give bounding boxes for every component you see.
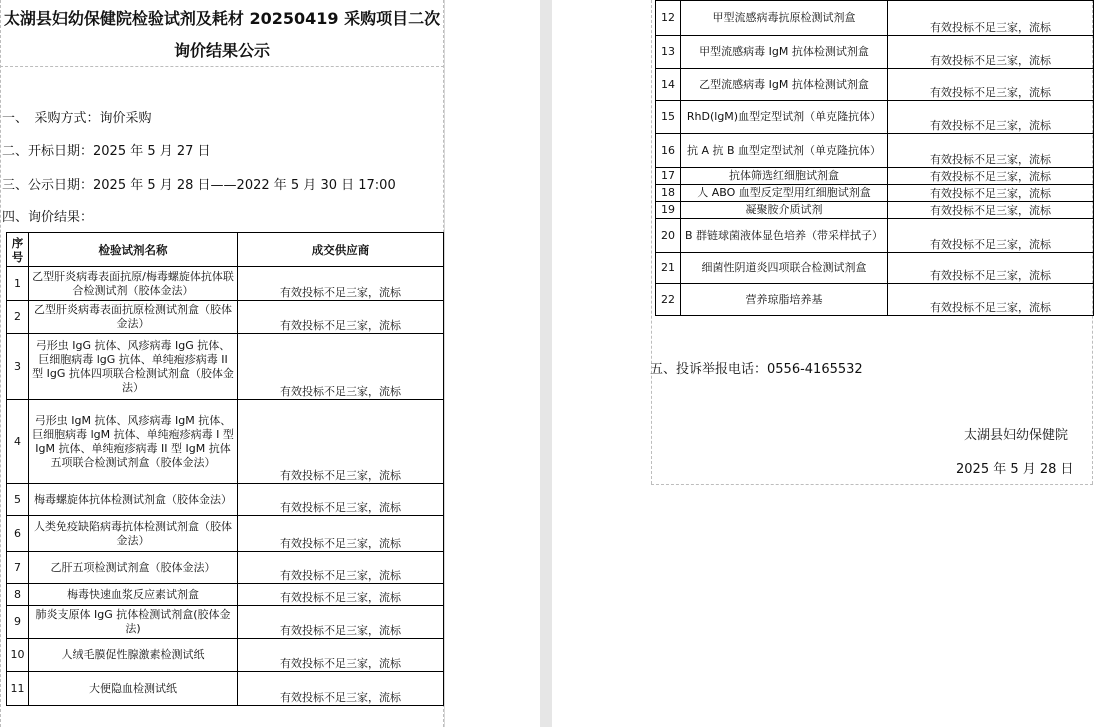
row-supplier-result: 有效投标不足三家，流标 [238,400,444,484]
document-title-line-2: 询价结果公示 [173,41,270,60]
row-serial: 18 [656,185,681,202]
table-row [656,253,1094,284]
table-row [7,672,444,706]
result-table-page-2 [655,0,1094,316]
row-reagent-name: 细菌性阴道炎四项联合检测试剂盒 [681,253,888,284]
row-serial: 20 [656,219,681,253]
row-serial: 19 [656,202,681,219]
row-reagent-name: 弓形虫 IgM 抗体、风疹病毒 IgM 抗体、巨细胞病毒 lgM 抗体、单纯疱疹病毒 I 型 IgM 抗体、单纯疱疹病毒 II 型 IgM 抗体五项联合检测试剂盒（胶体金法） [29,400,238,484]
row-serial: 12 [656,1,681,36]
table-row [656,1,1094,36]
row-supplier-result: 有效投标不足三家，流标 [238,606,444,639]
table-row [656,69,1094,101]
table-row [656,168,1094,185]
row-supplier-result: 有效投标不足三家，流标 [238,516,444,552]
row-reagent-name: 甲型流感病毒抗原检测试剂盒 [681,1,888,36]
document-page-1 [0,0,445,727]
table-row [656,134,1094,168]
row-supplier-result: 有效投标不足三家，流标 [238,672,444,706]
row-serial: 8 [7,584,29,606]
table-row [656,284,1094,316]
signature-date: 2025 年 5 月 28 日 [956,462,1074,477]
document-title-line-1: 太湖县妇幼保健院检验试剂及耗材 20250419 采购项目二次 [3,9,441,28]
result-heading: 四、询价结果： [2,210,94,225]
row-supplier-result: 有效投标不足三家，流标 [888,168,1094,185]
table-row [7,484,444,516]
signature-organization: 太湖县妇幼保健院 [964,428,1069,443]
row-serial: 9 [7,606,29,639]
row-supplier-result: 有效投标不足三家，流标 [888,1,1094,36]
row-reagent-name: 梅毒螺旋体抗体检测试剂盒（胶体金法） [29,484,238,516]
row-reagent-name: RhD(lgM)血型定型试剂（单克隆抗体） [681,101,888,134]
row-reagent-name: B 群链球菌液体显色培养（带采样拭子） [681,219,888,253]
row-supplier-result: 有效投标不足三家，流标 [238,301,444,334]
document-page-2 [552,0,1096,727]
row-supplier-result: 有效投标不足三家，流标 [888,69,1094,101]
margin-guide-left [0,0,1,727]
margin-guide-bottom [651,484,1093,485]
row-reagent-name: 乙型肝炎病毒表面抗原检测试剂盒（胶体金法） [29,301,238,334]
row-reagent-name: 抗体筛选红细胞试剂盒 [681,168,888,185]
row-supplier-result: 有效投标不足三家，流标 [888,134,1094,168]
table-row [7,334,444,400]
row-serial: 6 [7,516,29,552]
row-serial: 7 [7,552,29,584]
margin-guide-top [0,66,444,67]
header-serial: 序号 [7,233,29,267]
page-separator [540,0,552,727]
row-reagent-name: 抗 A 抗 B 血型定型试剂（单克隆抗体） [681,134,888,168]
notice-date: 三、公示日期：2025 年 5 月 28 日——2022 年 5 月 30 日 17:00 [2,178,396,193]
complaint-hotline: 五、投诉举报电话：0556-4165532 [650,362,863,377]
row-supplier-result: 有效投标不足三家，流标 [888,185,1094,202]
row-serial: 13 [656,36,681,69]
row-supplier-result: 有效投标不足三家，流标 [238,552,444,584]
table-row [7,400,444,484]
row-supplier-result: 有效投标不足三家，流标 [888,101,1094,134]
row-supplier-result: 有效投标不足三家，流标 [238,334,444,400]
table-header-row [7,233,444,267]
row-supplier-result: 有效投标不足三家，流标 [238,267,444,301]
row-serial: 3 [7,334,29,400]
row-supplier-result: 有效投标不足三家，流标 [238,639,444,672]
row-serial: 21 [656,253,681,284]
row-reagent-name: 乙型流感病毒 IgM 抗体检测试剂盒 [681,69,888,101]
table-row [7,639,444,672]
row-serial: 22 [656,284,681,316]
table-row [7,267,444,301]
row-reagent-name: 人 ABO 血型反定型用红细胞试剂盒 [681,185,888,202]
row-reagent-name: 乙肝五项检测试剂盒（胶体金法） [29,552,238,584]
row-supplier-result: 有效投标不足三家，流标 [888,253,1094,284]
table-row [656,202,1094,219]
result-table-page-1 [6,232,444,706]
page-gutter [445,0,540,727]
table-row [656,101,1094,134]
row-reagent-name: 乙型肝炎病毒表面抗原/梅毒螺旋体抗体联合检测试剂（胶体金法） [29,267,238,301]
row-reagent-name: 弓形虫 IgG 抗体、风疹病毒 IgG 抗体、巨细胞病毒 lgG 抗体、单纯疱疹病毒 II 型 IgG 抗体四项联合检测试剂盒（胶体金法） [29,334,238,400]
row-serial: 15 [656,101,681,134]
row-reagent-name: 甲型流感病毒 IgM 抗体检测试剂盒 [681,36,888,69]
row-serial: 4 [7,400,29,484]
row-serial: 2 [7,301,29,334]
table-row [7,606,444,639]
row-reagent-name: 营养琼脂培养基 [681,284,888,316]
row-serial: 10 [7,639,29,672]
row-serial: 5 [7,484,29,516]
row-reagent-name: 人类免疫缺陷病毒抗体检测试剂盒（胶体金法） [29,516,238,552]
row-supplier-result: 有效投标不足三家，流标 [888,284,1094,316]
opening-date: 二、开标日期：2025 年 5 月 27 日 [2,144,211,159]
row-serial: 11 [7,672,29,706]
table-row [7,584,444,606]
procurement-method: 一、 采购方式：询价采购 [2,111,152,126]
table-row [656,36,1094,69]
row-supplier-result: 有效投标不足三家，流标 [888,219,1094,253]
row-supplier-result: 有效投标不足三家，流标 [238,484,444,516]
table-row [656,185,1094,202]
row-serial: 16 [656,134,681,168]
row-serial: 17 [656,168,681,185]
row-supplier-result: 有效投标不足三家，流标 [888,202,1094,219]
row-supplier-result: 有效投标不足三家，流标 [238,584,444,606]
table-row [656,219,1094,253]
row-reagent-name: 大便隐血检测试纸 [29,672,238,706]
table-row [7,552,444,584]
row-reagent-name: 人绒毛膜促性腺激素检测试纸 [29,639,238,672]
header-supplier: 成交供应商 [238,233,444,267]
row-reagent-name: 肺炎支原体 IgG 抗体检测试剂盒(胶体金法) [29,606,238,639]
row-supplier-result: 有效投标不足三家，流标 [888,36,1094,69]
row-serial: 14 [656,69,681,101]
table-row [7,516,444,552]
row-reagent-name: 凝聚胺介质试剂 [681,202,888,219]
margin-guide-left [651,0,652,484]
header-reagent-name: 检验试剂名称 [29,233,238,267]
table-row [7,301,444,334]
row-reagent-name: 梅毒快速血浆反应素试剂盒 [29,584,238,606]
row-serial: 1 [7,267,29,301]
